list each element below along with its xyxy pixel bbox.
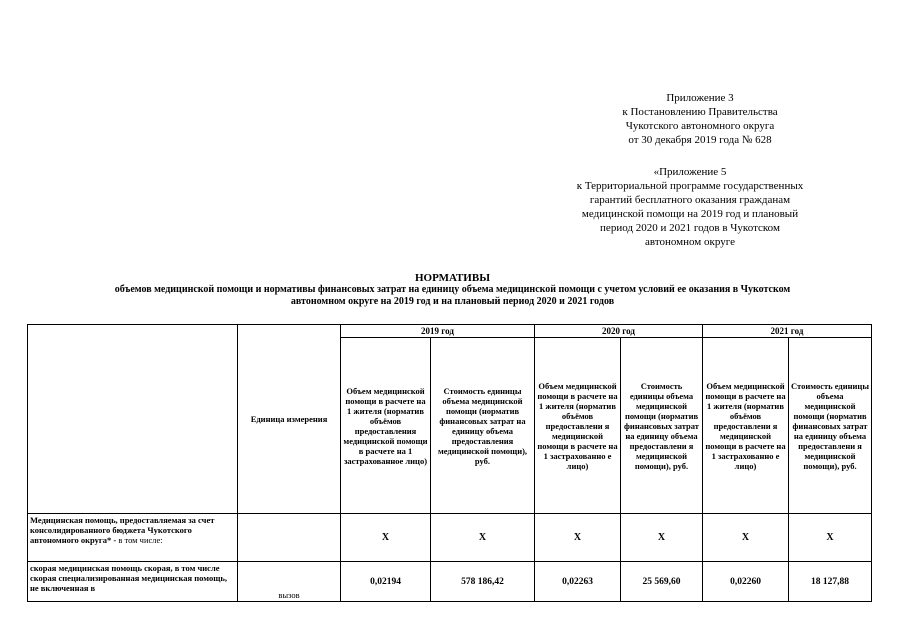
cell-value: 578 186,42 <box>431 562 535 602</box>
appendix-5-line: период 2020 и 2021 годов в Чукотском <box>600 222 780 234</box>
row-name-text: Медицинская помощь, предоставляемая за счет консолидированного бюджета Чукотского автономного округа* - <box>30 515 215 545</box>
year-2020-header: 2020 год <box>535 325 703 338</box>
appendix-5-line: «Приложение 5 <box>653 166 727 178</box>
appendix-3-line: Чукотского автономного округа <box>625 120 775 132</box>
heading-subtitle-line: автономном округе на 2019 год и на плановый период 2020 и 2021 годов <box>290 296 615 307</box>
cell-value: 18 127,88 <box>789 562 872 602</box>
cell-value: X <box>535 514 621 562</box>
cell-value: X <box>703 514 789 562</box>
year-2021-header: 2021 год <box>703 325 872 338</box>
row-name <box>28 514 238 562</box>
appendix-3-line: Приложение 3 <box>666 92 734 104</box>
heading-subtitle-line: объемов медицинской помощи и нормативы финансовых затрат на единицу объема медицинской помощи с учетом условий ее оказания в Чукотском <box>114 284 791 295</box>
year-header-row <box>28 325 872 338</box>
appendix-3-line: к Постановлению Правительства <box>622 106 778 118</box>
cell-value: 0,02260 <box>703 562 789 602</box>
cell-value: X <box>621 514 703 562</box>
appendix-5-line: гарантий бесплатного оказания гражданам <box>589 194 791 206</box>
volume-header-2019: Объем медицинской помощи в расчете на 1 жителя (норматив объёмов предоставления медицинской помощи в расчете на 1 застрахованное лицо) <box>341 338 431 514</box>
appendix-5-line: к Территориальной программе государственных <box>576 180 804 192</box>
cost-header-2019: Стоимость единицы объема медицинской помощи (норматив финансовых затрат на единицу объема предоставления медицинской помощи), руб. <box>431 338 535 514</box>
appendix-5-line: автономном округе <box>645 236 735 248</box>
row-unit: вызов <box>238 562 341 602</box>
cell-value: 0,02263 <box>535 562 621 602</box>
cell-value: X <box>789 514 872 562</box>
cell-value: 25 569,60 <box>621 562 703 602</box>
document-heading <box>20 272 885 308</box>
cell-value: 0,02194 <box>341 562 431 602</box>
unit-header: Единица измерения <box>238 325 341 514</box>
appendix-5-block <box>540 165 840 249</box>
row-name <box>28 562 238 602</box>
table-row <box>28 562 872 602</box>
volume-header-2021: Объем медицинской помощи в расчете на 1 жителя (норматив объёмов предоставлени я медицинской помощи в расчете на 1 застрахованно е лицо) <box>703 338 789 514</box>
cost-header-2021: Стоимость единицы объема медицинской помощи (норматив финансовых затрат на единицу объема предоставлени я медицинской помощи), руб. <box>789 338 872 514</box>
cost-header-2020: Стоимость единицы объема медицинской помощи (норматив финансовых затрат на единицу объема предоставлени я медицинской помощи), руб. <box>621 338 703 514</box>
heading-title: НОРМАТИВЫ <box>414 272 490 284</box>
table-row <box>28 514 872 562</box>
header-blank-cell <box>28 325 238 514</box>
cell-value: X <box>431 514 535 562</box>
norms-table <box>27 324 872 602</box>
row-name-note: в том числе: <box>116 535 163 545</box>
row-name-text: скорая медицинская помощь скорая, в том числе скорая специализированная медицинская помощь, не включенная в <box>30 563 227 593</box>
row-unit <box>238 514 341 562</box>
year-2019-header: 2019 год <box>341 325 535 338</box>
appendix-5-line: медицинской помощи на 2019 год и плановый <box>581 208 799 220</box>
volume-header-2020: Объем медицинской помощи в расчете на 1 жителя (норматив объёмов предоставлени я медицинской помощи в расчете на 1 застрахованно е лицо) <box>535 338 621 514</box>
appendix-3-line: от 30 декабря 2019 года № 628 <box>628 134 772 146</box>
cell-value: X <box>341 514 431 562</box>
appendix-3-block <box>585 91 815 147</box>
